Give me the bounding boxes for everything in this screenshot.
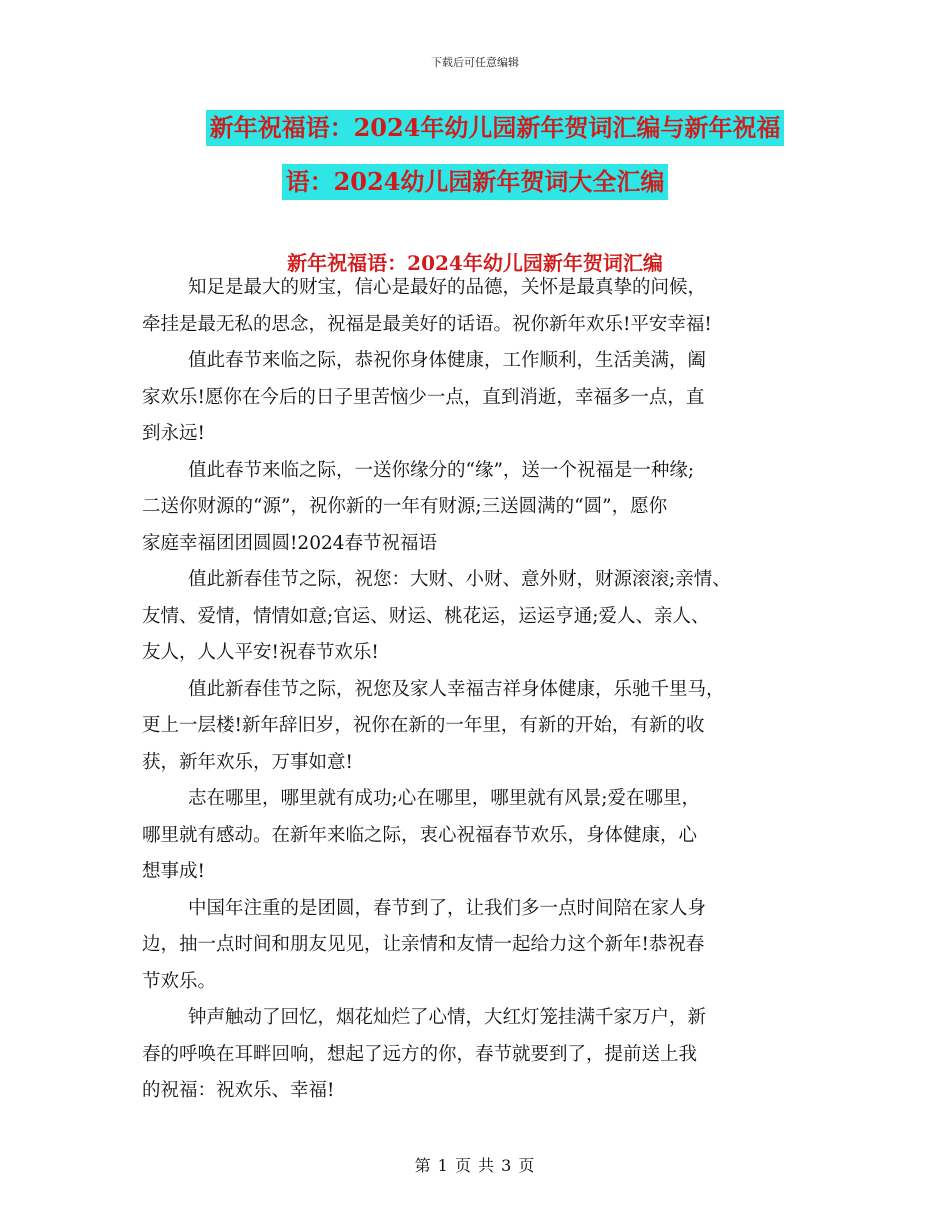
title-line-1: 新年祝福语：2024年幼儿园新年贺词汇编与新年祝福 [206, 110, 785, 146]
document-body [142, 270, 822, 1110]
paragraph [142, 891, 822, 1001]
paragraph-line: 哪里就有感动。在新年来临之际，衷心祝福春节欢乐，身体健康，心 [142, 824, 698, 846]
paragraph-line: 更上一层楼!新年辞旧岁，祝你在新的一年里，有新的开始，有新的收 [142, 715, 705, 736]
document-title [0, 110, 950, 218]
paragraph [142, 1000, 822, 1110]
paragraph [142, 270, 822, 343]
section-subtitle: 新年祝福语：2024年幼儿园新年贺词汇编 [287, 251, 663, 275]
paragraph-line: 春的呼唤在耳畔回响，想起了远方的你，春节就要到了，提前送上我 [142, 1043, 698, 1065]
paragraph-line: 到永远! [142, 423, 205, 444]
paragraph-line: 友情、爱情，情情如意;官运、财运、桃花运，运运亨通;爱人、亲人、 [142, 605, 710, 627]
paragraph-line: 值此新春佳节之际，祝您：大财、小财、意外财，财源滚滚;亲情、 [188, 569, 731, 590]
paragraph-line: 牵挂是最无私的思念，祝福是最美好的话语。祝你新年欢乐!平安幸福! [142, 313, 712, 335]
paragraph-line: 节欢乐。 [142, 970, 217, 992]
paragraph [142, 562, 822, 672]
paragraph-line: 知足是最大的财宝，信心是最好的品德，关怀是最真挚的问候， [188, 277, 707, 298]
paragraph-line: 中国年注重的是团圆，春节到了，让我们多一点时间陪在家人身 [188, 897, 707, 919]
paragraph-line: 值此春节来临之际，恭祝你身体健康，工作顺利，生活美满，阖 [188, 350, 707, 371]
paragraph-line: 友人，人人平安!祝春节欢乐! [142, 642, 379, 663]
paragraph-line: 值此新春佳节之际，祝您及家人幸福吉祥身体健康，乐驰千里马， [188, 678, 725, 700]
paragraph [142, 781, 822, 891]
paragraph-line: 志在哪里，哪里就有成功;心在哪里，哪里就有风景;爱在哪里， [188, 788, 700, 809]
page-footer: 第 1 页 共 3 页 [414, 1156, 536, 1175]
paragraph-line: 值此春节来临之际，一送你缘分的“缘”，送一个祝福是一种缘; [188, 459, 695, 481]
paragraph [142, 453, 822, 563]
paragraph-line: 获，新年欢乐，万事如意! [142, 751, 353, 773]
paragraph-line: 想事成! [142, 861, 205, 882]
paragraph [142, 672, 822, 782]
paragraph-line: 的祝福：祝欢乐、幸福! [142, 1080, 335, 1101]
paragraph-line: 钟声触动了回忆，烟花灿烂了心情，大红灯笼挂满千家万户，新 [188, 1007, 707, 1028]
paragraph-line: 边，抽一点时间和朋友见见，让亲情和友情一起给力这个新年!恭祝春 [142, 934, 705, 955]
paragraph-line: 二送你财源的“源”，祝你新的一年有财源;三送圆满的“圆”，愿你 [142, 496, 668, 517]
paragraph [142, 343, 822, 453]
paragraph-line: 家庭幸福团团圆圆!2024春节祝福语 [142, 532, 438, 554]
paragraph-line: 家欢乐!愿你在今后的日子里苦恼少一点，直到消逝，幸福多一点，直 [142, 386, 705, 408]
title-line-2: 语：2024幼儿园新年贺词大全汇编 [282, 164, 669, 200]
page-header: 下载后可任意编辑 [431, 56, 519, 69]
